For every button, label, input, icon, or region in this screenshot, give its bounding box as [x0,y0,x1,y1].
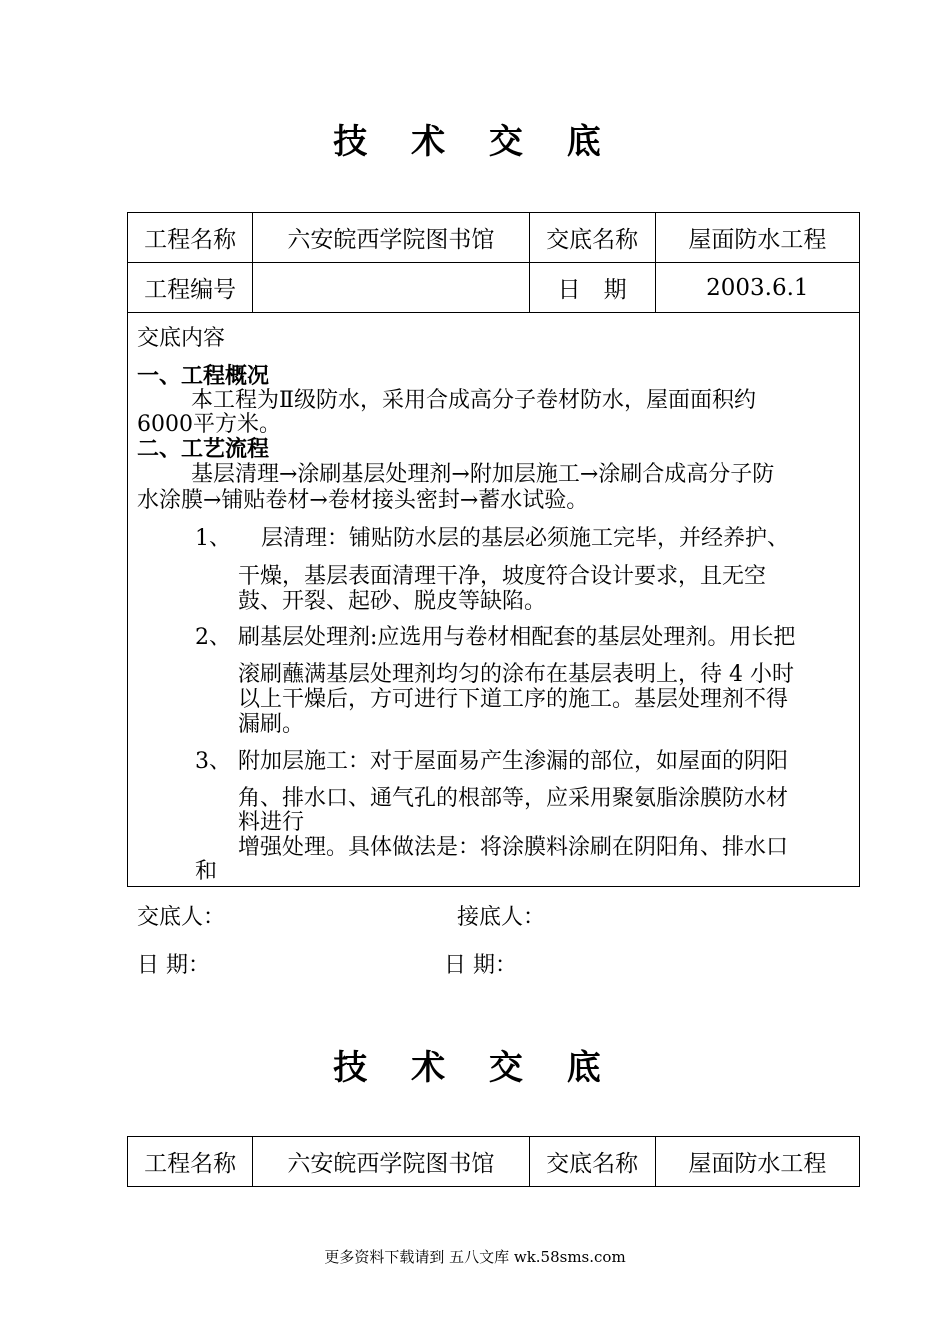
table-row [128,1137,860,1187]
handover-name-label: 交底名称 [529,213,655,263]
item-line: 刷基层处理剂:应选用与卷材相配套的基层处理剂。用长把 [238,625,796,650]
item-line: 鼓、开裂、起砂、脱皮等缺陷。 [238,589,547,614]
document-title: 技 术 交 底 [333,122,617,162]
handover-name-value: 屋面防水工程 [655,1137,859,1187]
date-label: 日 期 [529,263,655,313]
item-number: 1、 [195,526,231,551]
process-line: 基层清理→涂刷基层处理剂→附加层施工→涂刷合成高分子防 [191,462,775,487]
item-number: 3、 [195,749,231,774]
item-line: 增强处理。具体做法是：将涂膜料涂刷在阴阳角、排水口 [238,835,789,860]
item-number: 2、 [195,625,231,650]
section-heading-overview: 一、工程概况 [137,364,270,389]
receiver-date-label: 日 期： [444,953,517,978]
item-line: 和 [195,859,218,884]
giver-label: 交底人： [137,905,226,930]
table-row [128,213,860,263]
project-name-value: 六安皖西学院图书馆 [253,1137,529,1187]
document-title-2: 技 术 交 底 [333,1048,617,1088]
item-line: 滚刷蘸满基层处理剂均匀的涂布在基层表明上，待 4 小时 [238,662,794,687]
receiver-label: 接底人： [457,905,546,930]
project-name-value: 六安皖西学院图书馆 [253,213,529,263]
project-name-label: 工程名称 [128,213,253,263]
item-line: 角、排水口、通气孔的根部等，应采用聚氨脂涂膜防水材 [238,786,789,811]
giver-date-label: 日 期： [137,953,210,978]
footer-link[interactable]: 更多资料下载请到 五八文库 wk.58sms.com [324,1248,626,1266]
project-no-value [253,263,529,313]
table-row [128,263,860,313]
item-line: 层清理：铺贴防水层的基层必须施工完毕，并经养护、 [261,526,790,551]
project-name-label: 工程名称 [128,1137,253,1187]
overview-line: 6000平方米。 [137,412,281,437]
date-value: 2003.6.1 [655,263,859,313]
section-heading-process: 二、工艺流程 [137,437,270,462]
handover-name-value: 屋面防水工程 [655,213,859,263]
item-line: 附加层施工：对于屋面易产生渗漏的部位，如屋面的阴阳 [238,749,789,774]
content-label: 交底内容 [137,326,226,351]
info-table-2 [127,1136,860,1187]
item-line: 漏刷。 [238,712,305,737]
overview-line: 本工程为Ⅱ级防水，采用合成高分子卷材防水，屋面面积约 [191,388,756,413]
info-table [127,212,860,313]
project-no-label: 工程编号 [128,263,253,313]
item-line: 料进行 [238,810,305,835]
handover-name-label: 交底名称 [529,1137,655,1187]
content-box [127,312,860,887]
process-line: 水涂膜→铺贴卷材→卷材接头密封→蓄水试验。 [137,488,589,513]
item-line: 以上干燥后，方可进行下道工序的施工。基层处理剂不得 [238,687,789,712]
item-line: 干燥，基层表面清理干净，坡度符合设计要求，且无空 [238,564,767,589]
